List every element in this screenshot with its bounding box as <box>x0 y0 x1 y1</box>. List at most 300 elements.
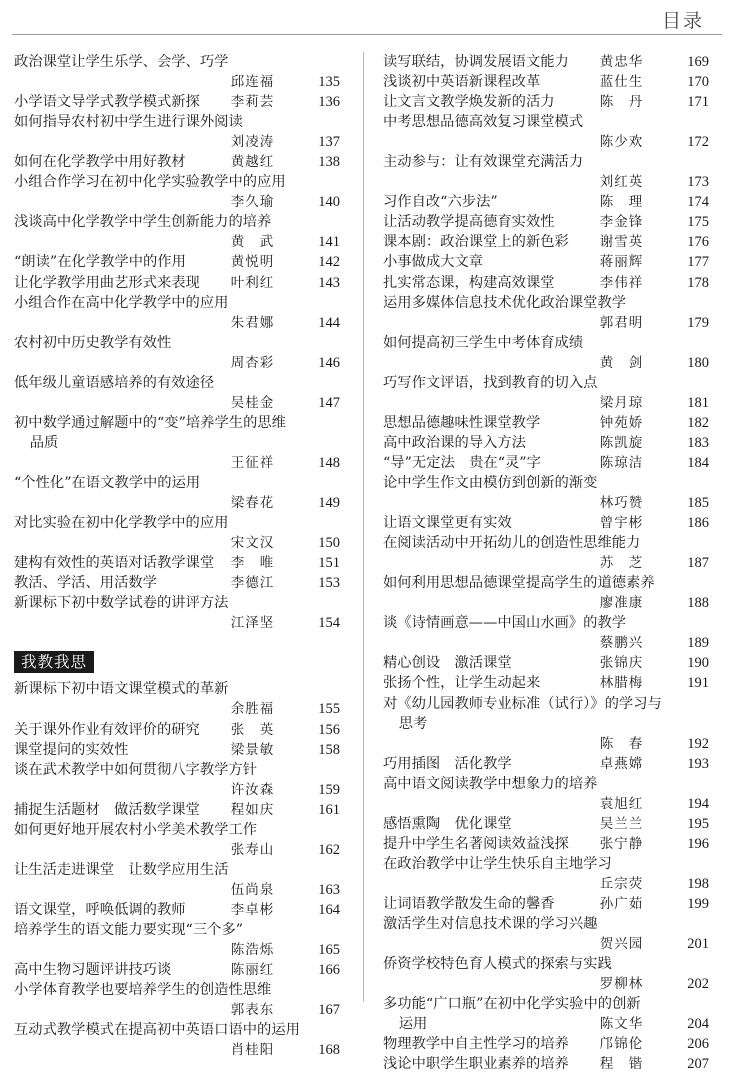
entry-page: 195 <box>687 815 709 832</box>
entry-title: 读写联结，协调发展语文能力 <box>383 54 569 70</box>
entry-page: 167 <box>318 1002 340 1019</box>
toc-entry <box>383 413 709 433</box>
entry-page: 184 <box>687 454 709 471</box>
entry-title: 激活学生对信息技术课的学习兴趣 <box>383 916 598 933</box>
toc-entry <box>383 92 709 112</box>
toc-entry-line <box>383 212 709 232</box>
entry-author: 陈凯旋 <box>599 434 644 451</box>
toc-entry-line <box>14 720 340 740</box>
toc-entry <box>383 854 709 894</box>
entry-title: 让文言文教学焕发新的活力 <box>383 94 555 111</box>
entry-page: 158 <box>318 741 340 758</box>
entry-title: 中考思想品德高效复习课堂模式 <box>383 114 584 131</box>
toc-entry <box>383 453 709 473</box>
toc-entry <box>14 800 340 820</box>
entry-title: 小学体育教学也要培养学生的创造性思维 <box>14 982 272 999</box>
toc-entry <box>383 814 709 834</box>
toc-entry <box>383 273 709 293</box>
entry-title: 新课标下初中语文课堂模式的革新 <box>14 681 229 698</box>
entry-page: 135 <box>318 74 340 91</box>
toc-entry-line <box>383 673 709 693</box>
toc-entry-line <box>383 1014 709 1034</box>
entry-author: 张 英 <box>230 721 275 738</box>
entry-page: 169 <box>687 54 709 70</box>
toc-entry <box>14 760 340 800</box>
entry-title: 运用多媒体信息技术优化政治课堂教学 <box>383 294 627 311</box>
entry-title-continued: 思考 <box>398 715 428 732</box>
toc-entry <box>383 754 709 774</box>
header-divider <box>12 34 722 35</box>
entry-title: 多功能“广口瓶”在初中化学实验中的创新 <box>383 996 641 1013</box>
entry-author: 李莉芸 <box>230 94 275 111</box>
entry-title-continued: 运用 <box>398 1016 428 1033</box>
entry-title: 让生活走进课堂 让数学应用生活 <box>14 861 229 878</box>
entry-title: 建构有效性的英语对话教学课堂 <box>14 555 215 572</box>
toc-entry-line <box>14 273 340 293</box>
entry-author: 张宁静 <box>599 835 644 852</box>
toc-entry <box>14 900 340 920</box>
entry-title: 新课标下初中数学试卷的讲评方法 <box>14 595 229 612</box>
entry-title: 让化学教学用曲艺形式来表现 <box>14 274 200 291</box>
entry-title: 张扬个性，让学生动起来 <box>383 675 541 692</box>
entry-page: 144 <box>318 314 340 331</box>
toc-entry-line <box>14 252 340 272</box>
toc-entry-line <box>383 1034 709 1054</box>
toc-entry <box>383 252 709 272</box>
entry-page: 193 <box>687 755 709 772</box>
toc-entry-line <box>383 433 709 453</box>
toc-entry <box>383 694 709 754</box>
entry-author: 余胜福 <box>230 701 275 718</box>
toc-entry <box>14 860 340 900</box>
entry-author: 钟苑娇 <box>599 414 644 431</box>
entry-title: “个性化”在语文教学中的运用 <box>14 474 201 491</box>
toc-entry <box>14 980 340 1020</box>
entry-author-line <box>14 1040 340 1060</box>
entry-page: 191 <box>687 675 709 692</box>
toc-entry <box>14 573 340 593</box>
entry-title: 精心创设 激活课堂 <box>383 655 512 672</box>
entry-author: 程如庆 <box>230 801 275 818</box>
entry-page: 175 <box>687 214 709 231</box>
entry-author: 黄悦明 <box>230 254 275 271</box>
toc-list-3 <box>383 52 709 1074</box>
entry-page: 155 <box>318 701 340 718</box>
entry-title: 扎实常态课，构建高效课堂 <box>383 274 555 291</box>
entry-author: 程 锴 <box>599 1056 644 1073</box>
toc-entry <box>383 152 709 192</box>
entry-page: 136 <box>318 94 340 111</box>
toc-entry <box>383 212 709 232</box>
toc-entry <box>14 172 340 212</box>
entry-title: 高中语文阅读教学中想象力的培养 <box>383 775 598 792</box>
entry-author: 周杏彩 <box>230 354 275 371</box>
entry-title: 如何利用思想品德课堂提高学生的道德素养 <box>383 575 655 592</box>
entry-title: 小学语文导学式教学模式新探 <box>14 94 200 111</box>
toc-entry <box>383 333 709 373</box>
entry-author: 蒋丽辉 <box>599 254 644 271</box>
entry-author: 丘宗荧 <box>599 875 644 892</box>
entry-author-line <box>383 353 709 373</box>
entry-author-line <box>14 613 340 633</box>
entry-author: 李卓彬 <box>230 901 275 918</box>
entry-page: 161 <box>318 801 340 818</box>
entry-author-line <box>383 553 709 573</box>
entry-title: 小组合作在高中化学教学中的应用 <box>14 294 229 311</box>
toc-entry <box>383 533 709 573</box>
entry-author: 郭君明 <box>599 314 644 331</box>
entry-page: 198 <box>687 875 709 892</box>
entry-author: 陈 丹 <box>599 94 644 111</box>
entry-title: “导”无定法 贵在“灵”字 <box>383 454 541 471</box>
entry-title-continued: 品质 <box>29 434 59 451</box>
entry-author: 李久瑜 <box>230 194 275 211</box>
entry-title: 高中政治课的导入方法 <box>383 434 526 451</box>
entry-author: 叶利红 <box>230 274 275 291</box>
entry-page: 147 <box>318 394 340 411</box>
entry-page: 181 <box>687 394 709 411</box>
toc-entry <box>383 192 709 212</box>
entry-author-line <box>14 780 340 800</box>
entry-author: 苏 芝 <box>599 555 644 572</box>
entry-title: 如何更好地开展农村小学美术教学工作 <box>14 821 258 838</box>
entry-author: 邝锦伦 <box>599 1036 644 1053</box>
entry-author-line <box>14 1000 340 1020</box>
toc-entry-line <box>383 453 709 473</box>
entry-page: 199 <box>687 895 709 912</box>
toc-entry <box>14 373 340 413</box>
toc-entry <box>14 413 340 473</box>
entry-author-line <box>14 840 340 860</box>
toc-entry-line <box>383 52 709 72</box>
toc-entry <box>14 152 340 172</box>
toc-entry <box>14 920 340 960</box>
toc-entry <box>383 613 709 653</box>
entry-author-line <box>383 313 709 333</box>
entry-page: 190 <box>687 655 709 672</box>
entry-title: 感悟熏陶 优化课堂 <box>383 815 512 832</box>
entry-page: 148 <box>318 454 340 471</box>
entry-page: 204 <box>687 1016 709 1033</box>
entry-title: 浅谈初中英语新课程改革 <box>383 74 541 91</box>
toc-entry <box>383 994 709 1034</box>
entry-page: 206 <box>687 1036 709 1053</box>
toc-entry-line <box>383 814 709 834</box>
entry-author-line <box>14 72 340 92</box>
entry-author: 孙广茹 <box>599 895 644 912</box>
entry-author: 陈浩烁 <box>230 942 275 959</box>
toc-entry-line <box>383 72 709 92</box>
entry-page: 189 <box>687 635 709 652</box>
entry-title: 语文课堂，呼唤低调的教师 <box>14 901 186 918</box>
entry-title: 谈《诗情画意——中国山水画》的教学 <box>383 615 627 632</box>
entry-page: 159 <box>318 781 340 798</box>
entry-author-line <box>383 934 709 954</box>
entry-title: 课堂提问的实效性 <box>14 741 129 758</box>
entry-author: 江泽坚 <box>230 615 275 632</box>
entry-author: 刘凌涛 <box>230 134 275 151</box>
toc-entry <box>383 894 709 914</box>
entry-page: 202 <box>687 976 709 993</box>
toc-entry <box>14 273 340 293</box>
toc-entry <box>383 653 709 673</box>
entry-author-line <box>14 353 340 373</box>
toc-entry <box>14 333 340 373</box>
toc-entry <box>14 720 340 740</box>
toc-entry <box>14 960 340 980</box>
entry-author: 李德江 <box>230 575 275 592</box>
toc-entry <box>14 740 340 760</box>
entry-author-line <box>383 734 709 754</box>
entry-author: 曾宇彬 <box>599 515 644 532</box>
entry-title: 小组合作学习在初中化学实验教学中的应用 <box>14 174 286 191</box>
page-title: 目录 <box>662 10 705 32</box>
entry-page: 140 <box>318 194 340 211</box>
toc-list-2 <box>14 679 340 1060</box>
entry-author-line <box>14 533 340 553</box>
entry-page: 151 <box>318 555 340 572</box>
toc-entry <box>383 673 709 693</box>
entry-page: 182 <box>687 414 709 431</box>
entry-author: 黄 剑 <box>599 354 644 371</box>
entry-title: 如何指导农村初中学生进行课外阅读 <box>14 114 243 131</box>
toc-entry <box>383 1054 709 1074</box>
toc-entry-line <box>383 894 709 914</box>
entry-title: 巧用插图 活化教学 <box>383 755 512 772</box>
toc-entry <box>14 112 340 152</box>
entry-title: 在政治教学中让学生快乐自主地学习 <box>383 855 612 872</box>
entry-title: 对比实验在初中化学教学中的应用 <box>14 515 229 532</box>
entry-author-line <box>14 393 340 413</box>
entry-title: 初中数学通过解题中的“变”培养学生的思维 <box>14 414 286 431</box>
entry-author: 梁月琼 <box>599 394 644 411</box>
toc-entry <box>383 72 709 92</box>
entry-page: 192 <box>687 735 709 752</box>
entry-title: 课本剧：政治课堂上的新色彩 <box>383 234 569 251</box>
toc-entry <box>383 774 709 814</box>
entry-author: 王征祥 <box>230 454 275 471</box>
entry-title: 提升中学生名著阅读效益浅探 <box>383 835 569 852</box>
toc-entry <box>14 820 340 860</box>
entry-page: 166 <box>318 962 340 979</box>
entry-page: 153 <box>318 575 340 592</box>
toc-entry <box>14 252 340 272</box>
entry-page: 137 <box>318 134 340 151</box>
toc-entry <box>383 52 709 72</box>
entry-author-line <box>14 192 340 212</box>
entry-page: 165 <box>318 942 340 959</box>
entry-author-line <box>14 313 340 333</box>
entry-author: 陈文华 <box>599 1016 644 1033</box>
entry-author-line <box>14 880 340 900</box>
entry-author: 郭表东 <box>230 1002 275 1019</box>
entry-page: 170 <box>687 74 709 91</box>
entry-title: 如何提高初三学生中考体育成绩 <box>383 334 584 351</box>
toc-entry-line <box>383 754 709 774</box>
entry-author-line <box>383 132 709 152</box>
entry-author: 林腊梅 <box>599 675 644 692</box>
toc-entry-line <box>14 740 340 760</box>
entry-page: 196 <box>687 835 709 852</box>
entry-page: 163 <box>318 881 340 898</box>
entry-page: 176 <box>687 234 709 251</box>
entry-title: 浅论中职学生职业素养的培养 <box>383 1056 569 1073</box>
entry-title: 侨资学校特色育人模式的探索与实践 <box>383 956 612 973</box>
toc-entry <box>383 834 709 854</box>
toc-entry <box>383 433 709 453</box>
toc-list-1 <box>14 52 340 633</box>
entry-author: 吴兰兰 <box>599 815 644 832</box>
entry-title: 习作自改“六步法” <box>383 194 498 211</box>
toc-entry-line <box>14 960 340 980</box>
entry-author-line <box>383 593 709 613</box>
column-divider <box>363 52 364 1002</box>
entry-author: 廖准康 <box>599 595 644 612</box>
toc-entry <box>383 293 709 333</box>
entry-author-line <box>383 393 709 413</box>
entry-title: 如何在化学教学中用好教材 <box>14 154 186 171</box>
entry-title: 小事做成大文章 <box>383 254 484 271</box>
toc-entry-line <box>14 553 340 573</box>
toc-entry <box>14 52 340 92</box>
entry-author: 陈丽红 <box>230 962 275 979</box>
entry-title: 浅谈高中化学教学中学生创新能力的培养 <box>14 214 272 231</box>
toc-entry-line <box>383 92 709 112</box>
entry-author: 吴桂金 <box>230 394 275 411</box>
toc-entry-line <box>14 900 340 920</box>
entry-page: 143 <box>318 274 340 291</box>
toc-entry-line <box>383 192 709 212</box>
entry-author: 蔡鹏兴 <box>599 635 644 652</box>
entry-author: 林巧赞 <box>599 495 644 512</box>
entry-page: 174 <box>687 194 709 211</box>
entry-page: 207 <box>687 1056 709 1073</box>
toc-entry <box>14 212 340 252</box>
entry-author-line <box>14 940 340 960</box>
entry-author: 李 唯 <box>230 555 275 572</box>
toc-entry <box>383 373 709 413</box>
entry-page: 138 <box>318 154 340 171</box>
entry-author: 黄越红 <box>230 154 275 171</box>
entry-title: 低年级儿童语感培养的有效途径 <box>14 374 215 391</box>
entry-title: 谈在武术教学中如何贯彻八字教学方针 <box>14 761 258 778</box>
entry-page: 177 <box>687 254 709 271</box>
entry-title: 培养学生的语文能力要实现“三个多” <box>14 921 244 938</box>
entry-author-line <box>14 132 340 152</box>
entry-title: 互动式教学模式在提高初中英语口语中的运用 <box>14 1022 300 1039</box>
entry-author: 宋文汉 <box>230 535 275 552</box>
entry-author: 张寿山 <box>230 841 275 858</box>
entry-page: 150 <box>318 535 340 552</box>
toc-entry-line <box>383 1054 709 1074</box>
entry-page: 146 <box>318 354 340 371</box>
toc-entry <box>14 513 340 553</box>
entry-author-line <box>383 172 709 192</box>
toc-entry-line <box>14 800 340 820</box>
entry-page: 172 <box>687 134 709 151</box>
toc-entry <box>14 92 340 112</box>
toc-entry-line <box>383 273 709 293</box>
entry-page: 156 <box>318 721 340 738</box>
entry-title: 教活、学活、用活数学 <box>14 575 157 592</box>
entry-page: 186 <box>687 515 709 532</box>
toc-left-column <box>14 52 340 1060</box>
entry-title: 主动参与：让有效课堂充满活力 <box>383 154 584 171</box>
toc-entry <box>383 914 709 954</box>
entry-author: 陈 理 <box>599 194 644 211</box>
entry-title: 论中学生作文由模仿到创新的渐变 <box>383 474 598 491</box>
entry-title: 对《幼儿园教师专业标准（试行）》的学习与 <box>383 695 662 712</box>
toc-entry <box>383 473 709 513</box>
entry-page: 173 <box>687 174 709 191</box>
toc-entry <box>14 293 340 333</box>
entry-page: 188 <box>687 595 709 612</box>
entry-title: 关于课外作业有效评价的研究 <box>14 721 200 738</box>
entry-title: “朗读”在化学教学中的作用 <box>14 254 186 271</box>
entry-page: 194 <box>687 795 709 812</box>
toc-entry <box>383 112 709 152</box>
toc-entry <box>383 1034 709 1054</box>
toc-entry <box>14 553 340 573</box>
entry-title: 农村初中历史教学有效性 <box>14 334 172 351</box>
entry-page: 178 <box>687 274 709 291</box>
toc-entry-line <box>14 92 340 112</box>
toc-entry <box>14 593 340 633</box>
entry-title: 高中生物习题评讲技巧谈 <box>14 962 172 979</box>
entry-author: 陈少欢 <box>599 134 644 151</box>
entry-title: 思想品德趣味性课堂教学 <box>383 414 541 431</box>
toc-entry-line <box>383 232 709 252</box>
entry-author: 梁春花 <box>230 495 275 512</box>
entry-author: 黄 武 <box>230 234 275 251</box>
entry-author-line <box>383 974 709 994</box>
entry-page: 149 <box>318 495 340 512</box>
entry-page: 154 <box>318 615 340 632</box>
entry-author: 梁景敏 <box>230 741 275 758</box>
toc-right-column <box>383 52 709 1074</box>
entry-title: 在阅读活动中开拓幼儿的创造性思维能力 <box>383 535 641 552</box>
entry-author-line <box>14 232 340 252</box>
entry-page: 164 <box>318 901 340 918</box>
entry-author: 黄忠华 <box>599 54 644 70</box>
entry-author: 谢雪英 <box>599 234 644 251</box>
entry-title: 政治课堂让学生乐学、会学、巧学 <box>14 54 229 70</box>
toc-entry <box>14 679 340 719</box>
toc-entry-line <box>383 413 709 433</box>
entry-author-line <box>383 493 709 513</box>
toc-entry <box>383 573 709 613</box>
entry-page: 171 <box>687 94 709 111</box>
entry-author-line <box>383 874 709 894</box>
entry-title: 让语文课堂更有实效 <box>383 515 512 532</box>
entry-author: 伍尚泉 <box>230 881 275 898</box>
entry-title: 捕捉生活题材 做活数学课堂 <box>14 801 200 818</box>
toc-entry-line <box>14 152 340 172</box>
toc-entry <box>14 473 340 513</box>
entry-author: 肖桂阳 <box>230 1042 275 1059</box>
entry-author: 贺兴园 <box>599 936 644 953</box>
toc-entry-line <box>383 653 709 673</box>
toc-entry <box>14 1020 340 1060</box>
entry-author: 张锦庆 <box>599 655 644 672</box>
entry-author: 许汝森 <box>230 781 275 798</box>
entry-author: 朱君娜 <box>230 314 275 331</box>
toc-entry-line <box>383 834 709 854</box>
entry-title: 让词语教学散发生命的馨香 <box>383 895 555 912</box>
section-heading: 我教我思 <box>14 651 94 673</box>
entry-title: 巧写作文评语，找到教育的切入点 <box>383 374 598 391</box>
entry-author-line <box>383 633 709 653</box>
